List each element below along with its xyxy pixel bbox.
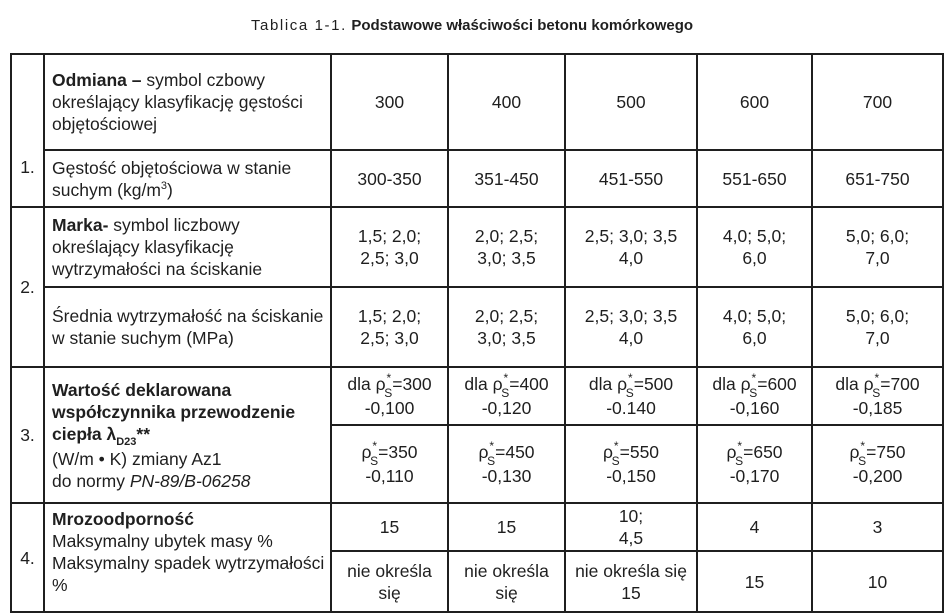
- rho-sub: S: [735, 454, 744, 468]
- rho-value: 750: [876, 442, 906, 462]
- rho-sub: S: [370, 454, 379, 468]
- srednia-value: [565, 287, 697, 367]
- marka-value: [565, 207, 697, 287]
- value-line: się: [378, 582, 401, 603]
- ubytek-value: 3: [812, 503, 943, 551]
- rho-sup: *: [489, 439, 495, 453]
- table-row: [11, 54, 943, 150]
- rho-sub: S: [501, 386, 510, 400]
- gestosc-value: 551-650: [697, 150, 812, 207]
- dla-label: dla: [464, 374, 493, 394]
- lambda-value: -0,130: [481, 466, 532, 486]
- lambda-upper: dla $\rho^*_S=400$ -0,120: [448, 367, 565, 425]
- dla-label: dla: [588, 374, 618, 394]
- odmiana-value: 500: [565, 54, 697, 150]
- value-line: 15: [621, 582, 641, 603]
- table-row: [11, 207, 943, 287]
- lambda-value: -0.140: [606, 398, 656, 418]
- gestosc-label: [44, 150, 331, 207]
- rho-sup: *: [751, 371, 757, 385]
- marka-value: [331, 207, 448, 287]
- wartosc-bold: Wartość deklarowana współczynnika przewodzenie ciepła λ: [52, 379, 296, 444]
- value-line: nie określa się: [575, 560, 687, 581]
- rho-value: 300: [402, 374, 432, 394]
- rho-sup: *: [737, 439, 743, 453]
- value-line: 2,0; 2,5;: [474, 226, 539, 246]
- odmiana-value: 400: [448, 54, 565, 150]
- value-line: 4,0: [618, 248, 644, 268]
- rho-sub: S: [625, 386, 634, 400]
- lambda-upper: dla $\rho^*_S=700$ -0,185: [812, 367, 943, 425]
- value-line: 4,0: [618, 328, 644, 348]
- rho-value: 500: [643, 374, 674, 394]
- gestosc-close: ): [167, 179, 173, 200]
- gestosc-sup: 3: [160, 179, 168, 192]
- rho-symbol: ρ: [617, 374, 628, 394]
- gestosc-value: 451-550: [565, 150, 697, 207]
- value-line: nie określa: [347, 560, 432, 581]
- dla-label: dla: [712, 374, 741, 394]
- mroz-bold: Mrozoodporność: [52, 509, 194, 529]
- marka-value: [448, 207, 565, 287]
- odmiana-bold: Odmiana –: [52, 70, 142, 90]
- table-row: [11, 367, 943, 425]
- rho-sub: S: [858, 454, 867, 468]
- rho-value: 550: [629, 442, 660, 462]
- rho-symbol: ρ: [863, 374, 874, 394]
- row-number: 2.: [11, 207, 44, 367]
- value-line: 10;: [618, 506, 644, 526]
- lambda-lower: $\rho^*_S=350$ -0,110: [331, 425, 448, 503]
- rho-symbol: ρ: [492, 374, 503, 394]
- lambda-value: -0,170: [729, 466, 780, 486]
- odmiana-rest: symbol czbowy określający klasyfikację gęstości objętościowej: [52, 70, 303, 134]
- value-line: nie określa: [464, 560, 549, 581]
- lambda-lower: $\rho^*_S=750$ -0,200: [812, 425, 943, 503]
- rho-sub: S: [749, 386, 758, 400]
- table-caption: [0, 17, 944, 34]
- mroz-line2: Maksymalny ubytek masy %: [52, 531, 273, 551]
- value-line: 3,0; 3,5: [477, 248, 536, 268]
- srednia-value: [448, 287, 565, 367]
- rho-value: 350: [388, 442, 418, 462]
- value-line: 4,0; 5,0;: [722, 226, 787, 246]
- lambda-lower: $\rho^*_S=550$ -0,150: [565, 425, 697, 503]
- gestosc-value: 300-350: [331, 150, 448, 207]
- rho-symbol: ρ: [375, 374, 386, 394]
- lambda-value: -0,100: [364, 398, 415, 418]
- odmiana-value: 300: [331, 54, 448, 150]
- mroz-label: [44, 503, 331, 612]
- rho-value: 400: [519, 374, 549, 394]
- value-line: 3,0; 3,5: [477, 328, 536, 348]
- row-number: 1.: [11, 54, 44, 207]
- odmiana-value: 700: [812, 54, 943, 150]
- lambda-upper: dla $\rho^*_S=600$ -0,160: [697, 367, 812, 425]
- value-line: 4,0; 5,0;: [722, 306, 787, 326]
- spadek-value: 10: [812, 551, 943, 612]
- lambda-lower: $\rho^*_S=450$ -0,130: [448, 425, 565, 503]
- srednia-label: Średnia wytrzymałość na ściskanie w stanie suchym (MPa): [44, 287, 331, 367]
- properties-table: [10, 53, 944, 613]
- lambda-upper: dla $\rho^*_S=300$ -0,100: [331, 367, 448, 425]
- gestosc-text: Gęstość objętościowa w stanie suchym (kg/m: [52, 157, 292, 200]
- spadek-value: [565, 551, 697, 612]
- spadek-value: [331, 551, 448, 612]
- wartosc-stars: **: [136, 423, 151, 444]
- dla-label: dla: [347, 374, 376, 394]
- rho-sup: *: [613, 439, 619, 453]
- marka-bold: Marka-: [52, 215, 109, 235]
- table-row: [11, 287, 943, 367]
- value-line: 1,5; 2,0;: [357, 226, 422, 246]
- caption-number: Tablica 1-1.: [250, 17, 347, 34]
- rho-sup: *: [503, 371, 509, 385]
- lambda-value: -0,160: [729, 398, 780, 418]
- lambda-upper: dla $\rho^*_S=500$ -0.140: [565, 367, 697, 425]
- srednia-value: [697, 287, 812, 367]
- rho-value: 600: [767, 374, 797, 394]
- value-line: 2,5; 3,0; 3,5: [584, 226, 678, 246]
- lambda-value: -0,185: [852, 398, 903, 418]
- value-line: 6,0: [742, 248, 767, 268]
- rho-sup: *: [874, 371, 880, 385]
- mroz-line3: Maksymalny spadek wytrzymałości %: [52, 553, 325, 595]
- value-line: 2,0; 2,5;: [474, 306, 539, 326]
- value-line: 5,0; 6,0;: [845, 226, 910, 246]
- wartosc-label: [44, 367, 331, 503]
- value-line: się: [495, 582, 518, 603]
- value-line: 1,5; 2,0;: [357, 306, 422, 326]
- rho-symbol: ρ: [478, 442, 489, 462]
- spadek-value: 15: [697, 551, 812, 612]
- ubytek-value: 15: [331, 503, 448, 551]
- wartosc-norma: PN-89/B-06258: [129, 470, 251, 491]
- rho-sub: S: [384, 386, 393, 400]
- rho-value: 450: [505, 442, 535, 462]
- odmiana-value: 600: [697, 54, 812, 150]
- value-line: 7,0: [865, 248, 890, 268]
- odmiana-label: [44, 54, 331, 150]
- wartosc-norma-pre: do normy: [52, 470, 130, 491]
- rho-sub: S: [872, 386, 881, 400]
- value-line: 7,0: [865, 328, 890, 348]
- gestosc-value: 651-750: [812, 150, 943, 207]
- wartosc-unit: (W/m • K) zmiany Az1: [52, 448, 222, 469]
- rho-symbol: ρ: [740, 374, 751, 394]
- marka-rest: symbol liczbowy określający klasyfikację wytrzymałości na ściskanie: [52, 215, 263, 279]
- lambda-lower: $\rho^*_S=650$ -0,170: [697, 425, 812, 503]
- gestosc-value: 351-450: [448, 150, 565, 207]
- marka-value: [697, 207, 812, 287]
- rho-symbol: ρ: [361, 442, 372, 462]
- wartosc-sub: D23: [116, 435, 137, 448]
- rho-sup: *: [372, 439, 378, 453]
- rho-sup: *: [628, 371, 633, 385]
- row-number: 4.: [11, 503, 44, 612]
- table-row: [11, 150, 943, 207]
- value-line: 2,5; 3,0; 3,5: [584, 306, 678, 326]
- srednia-value: [812, 287, 943, 367]
- caption-title: Podstawowe właściwości betonu komórkowego: [351, 17, 694, 34]
- rho-sup: *: [386, 371, 392, 385]
- srednia-value: [331, 287, 448, 367]
- ubytek-value: [565, 503, 697, 551]
- lambda-value: -0,110: [365, 466, 414, 486]
- rho-symbol: ρ: [602, 442, 613, 462]
- rho-symbol: ρ: [849, 442, 860, 462]
- rho-sup: *: [860, 439, 866, 453]
- value-line: 2,5; 3,0: [360, 248, 419, 268]
- lambda-value: -0,120: [481, 398, 532, 418]
- rho-symbol: ρ: [726, 442, 737, 462]
- lambda-value: -0,150: [606, 466, 656, 486]
- rho-value: 650: [753, 442, 783, 462]
- value-line: 2,5; 3,0: [360, 328, 419, 348]
- spadek-value: [448, 551, 565, 612]
- dla-label: dla: [835, 374, 864, 394]
- ubytek-value: 4: [697, 503, 812, 551]
- rho-value: 700: [890, 374, 920, 394]
- table-row: [11, 503, 943, 551]
- rho-sub: S: [611, 454, 620, 468]
- value-line: 6,0: [742, 328, 767, 348]
- row-number: 3.: [11, 367, 44, 503]
- rho-sub: S: [487, 454, 496, 468]
- value-line: 5,0; 6,0;: [845, 306, 910, 326]
- ubytek-value: 15: [448, 503, 565, 551]
- value-line: 4,5: [618, 528, 644, 548]
- lambda-value: -0,200: [852, 466, 903, 486]
- marka-value: [812, 207, 943, 287]
- marka-label: [44, 207, 331, 287]
